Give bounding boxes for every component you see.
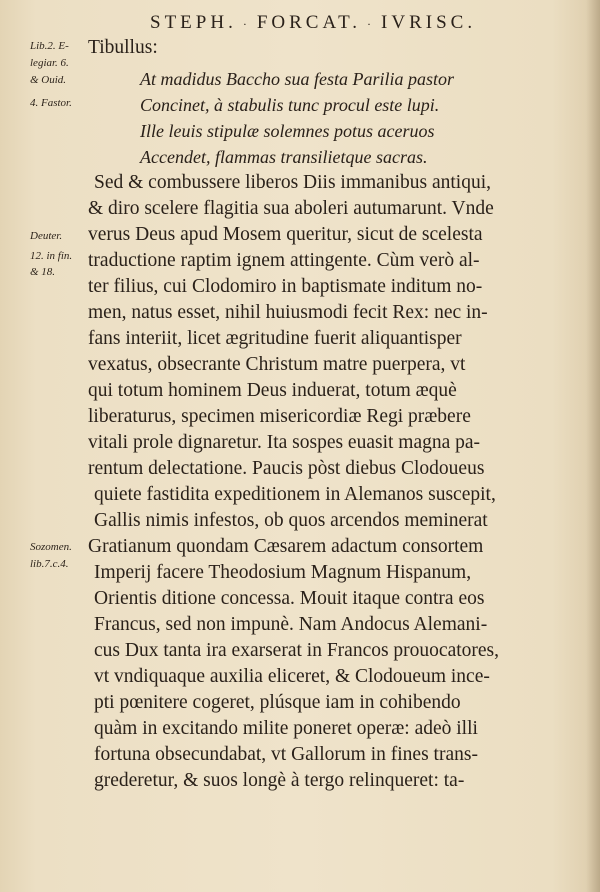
text-line: vitali prole dignaretur. Ita sospes euasit magna pa- — [88, 432, 481, 453]
verse-line: Concinet, à stabulis tunc procul este lupi. — [140, 95, 440, 115]
verse-line: At madidus Baccho sua festa Parilia pastor — [140, 69, 454, 89]
text-line: liberaturus, specimen misericordiæ Regi præbere — [88, 406, 471, 427]
text-line: cus Dux tanta ira exarserat in Francos prouocatores, — [94, 640, 500, 661]
text-line: & diro scelere flagitia sua aboleri autumarunt. Vnde — [88, 198, 494, 219]
verse-line: Accendet, flammas transilietque sacras. — [140, 147, 428, 167]
margin-note: Sozomen. — [30, 541, 72, 553]
margin-note: 4. Fastor. — [30, 97, 72, 109]
text-line: fans interiit, licet ægritudine fuerit aliquantisper — [88, 328, 462, 349]
header-left: STEPH. — [150, 12, 237, 33]
running-header: STEPH. · FORCAT. · IVRISC. — [150, 12, 477, 33]
text-line: vexatus, obsecrante Christum matre puerpera, vt — [88, 354, 466, 375]
page-gutter-shadow — [586, 0, 600, 892]
text-line: Tibullus: — [88, 37, 158, 58]
text-line: Imperij facere Theodosium Magnum Hispanum, — [94, 562, 472, 583]
verse-line: Ille leuis stipulæ solemnes potus aceruos — [140, 121, 435, 141]
text-line: Orientis ditione concessa. Mouit itaque contra eos — [94, 588, 485, 609]
text-line: Francus, sed non impunè. Nam Andocus Alemani- — [94, 614, 488, 635]
header-right: IVRISC. — [381, 12, 477, 33]
text-line: quàm in excitando milite poneret operæ: adeò illi — [94, 718, 478, 739]
text-line: verus Deus apud Mosem queritur, sicut de scelesta — [88, 224, 483, 245]
header-center: FORCAT. — [256, 12, 362, 33]
margin-note: legiar. 6. — [30, 57, 69, 69]
text-line: Gallis nimis infestos, ob quos arcendos meminerat — [94, 510, 488, 531]
text-line: ter filius, cui Clodomiro in baptismate inditum no- — [88, 276, 483, 297]
text-line: men, natus esset, nihil huiusmodi fecit Rex: nec in- — [88, 302, 488, 323]
margin-note: 12. in fin. — [30, 250, 73, 262]
text-line: fortuna obsecundabat, vt Gallorum in fines trans- — [94, 744, 478, 765]
margin-note: Lib.2. E- — [30, 40, 69, 52]
text-line: Gratianum quondam Cæsarem adactum consortem — [88, 536, 484, 557]
margin-note: & 18. — [30, 266, 56, 278]
text-line: traductione raptim ignem attingente. Cùm verò al- — [88, 250, 480, 271]
text-line: vt vndiquaque auxilia eliceret, & Clodoueum ince- — [94, 666, 490, 687]
margin-note: & Ouid. — [30, 74, 67, 86]
text-line: pti pœnitere cogeret, plúsque iam in cohibendo — [94, 692, 461, 713]
text-line: grederetur, & suos longè à tergo relinqueret: ta- — [94, 770, 465, 791]
text-line: Sed & combussere liberos Diis immanibus antiqui, — [94, 172, 491, 193]
margin-note: Deuter. — [30, 230, 63, 242]
margin-note: lib.7.c.4. — [30, 558, 69, 570]
text-line: quiete fastidita expeditionem in Alemanos suscepit, — [94, 484, 496, 505]
text-line: qui totum hominem Deus induerat, totum æquè — [88, 380, 457, 401]
text-line: rentum delectatione. Paucis pòst diebus Clodoueus — [88, 458, 485, 479]
